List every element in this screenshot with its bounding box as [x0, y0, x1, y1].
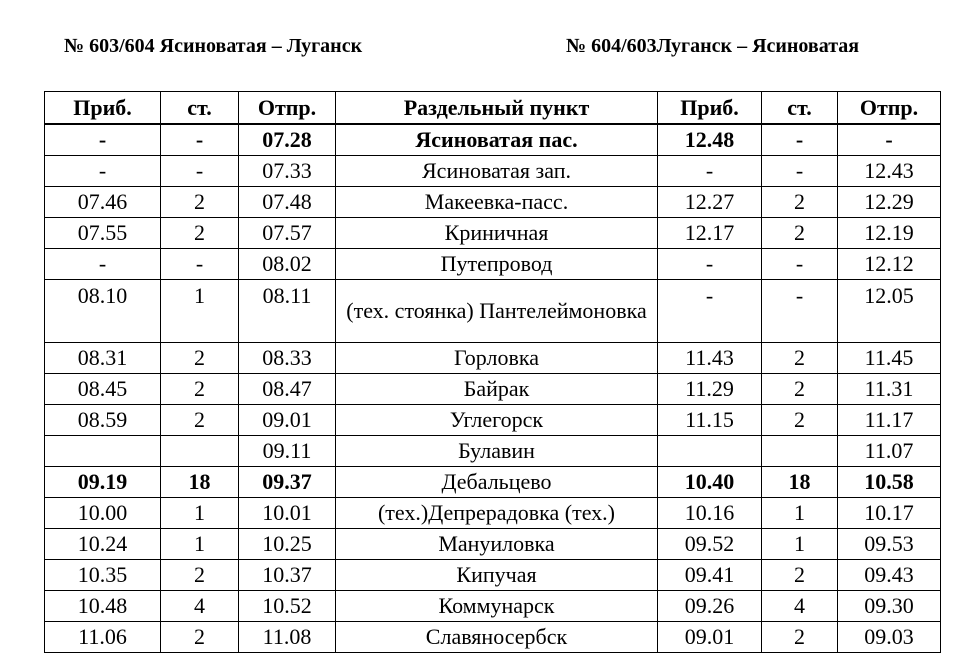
cell-arrival-forward: 10.00 — [45, 498, 161, 529]
schedule-table — [44, 91, 941, 653]
cell-departure-return: 12.12 — [838, 249, 941, 280]
table-row — [45, 467, 941, 498]
cell-arrival-forward: 07.55 — [45, 218, 161, 249]
cell-departure-return: - — [838, 124, 941, 156]
cell-track-return: - — [762, 124, 838, 156]
table-row — [45, 405, 941, 436]
cell-track-return: - — [762, 280, 838, 343]
cell-departure-forward: 10.01 — [239, 498, 336, 529]
cell-arrival-return: 09.41 — [658, 560, 762, 591]
cell-arrival-forward — [45, 436, 161, 467]
cell-departure-forward: 07.57 — [239, 218, 336, 249]
table-row — [45, 124, 941, 156]
cell-arrival-return: 10.16 — [658, 498, 762, 529]
cell-arrival-forward: 10.24 — [45, 529, 161, 560]
cell-track-forward: 4 — [161, 591, 239, 622]
cell-station: Кипучая — [336, 560, 658, 591]
cell-track-forward: - — [161, 156, 239, 187]
cell-departure-return: 11.07 — [838, 436, 941, 467]
header-arrival-return: Приб. — [658, 92, 762, 125]
schedule-body — [45, 124, 941, 653]
cell-arrival-return: - — [658, 156, 762, 187]
cell-arrival-forward: 08.59 — [45, 405, 161, 436]
cell-track-forward: 2 — [161, 218, 239, 249]
header-departure-forward: Отпр. — [239, 92, 336, 125]
cell-track-forward: 2 — [161, 560, 239, 591]
table-row — [45, 187, 941, 218]
cell-departure-forward: 10.37 — [239, 560, 336, 591]
cell-station: (тех. стоянка) Пантелеймоновка — [336, 280, 658, 343]
cell-departure-return: 10.58 — [838, 467, 941, 498]
table-row — [45, 218, 941, 249]
cell-arrival-forward: 08.10 — [45, 280, 161, 343]
cell-track-return: - — [762, 156, 838, 187]
cell-arrival-return: 09.52 — [658, 529, 762, 560]
header-row — [45, 92, 941, 125]
cell-arrival-return: 11.15 — [658, 405, 762, 436]
cell-track-forward: 2 — [161, 187, 239, 218]
cell-arrival-return: 09.26 — [658, 591, 762, 622]
cell-station: Макеевка-пасс. — [336, 187, 658, 218]
cell-arrival-return: 11.43 — [658, 343, 762, 374]
cell-station: Углегорск — [336, 405, 658, 436]
cell-arrival-return: 10.40 — [658, 467, 762, 498]
cell-departure-forward: 08.47 — [239, 374, 336, 405]
cell-departure-forward: 09.01 — [239, 405, 336, 436]
cell-departure-forward: 10.52 — [239, 591, 336, 622]
cell-track-forward — [161, 436, 239, 467]
table-row — [45, 343, 941, 374]
cell-departure-return: 12.43 — [838, 156, 941, 187]
header-departure-return: Отпр. — [838, 92, 941, 125]
table-row — [45, 374, 941, 405]
cell-departure-return: 10.17 — [838, 498, 941, 529]
cell-departure-return: 09.03 — [838, 622, 941, 653]
cell-departure-return: 12.29 — [838, 187, 941, 218]
cell-departure-return: 12.05 — [838, 280, 941, 343]
cell-arrival-return: 12.17 — [658, 218, 762, 249]
cell-departure-return: 09.30 — [838, 591, 941, 622]
cell-arrival-return: 09.01 — [658, 622, 762, 653]
cell-arrival-forward: 10.48 — [45, 591, 161, 622]
cell-arrival-return — [658, 436, 762, 467]
header-track-return: ст. — [762, 92, 838, 125]
cell-track-return: 2 — [762, 187, 838, 218]
cell-track-forward: 18 — [161, 467, 239, 498]
cell-track-forward: 2 — [161, 374, 239, 405]
cell-arrival-forward: - — [45, 249, 161, 280]
cell-arrival-forward: 08.31 — [45, 343, 161, 374]
cell-departure-return: 09.43 — [838, 560, 941, 591]
cell-track-return: 1 — [762, 498, 838, 529]
cell-departure-forward: 10.25 — [239, 529, 336, 560]
table-row — [45, 436, 941, 467]
cell-arrival-forward: 10.35 — [45, 560, 161, 591]
cell-arrival-return: 12.27 — [658, 187, 762, 218]
cell-station: Ясиноватая зап. — [336, 156, 658, 187]
cell-arrival-forward: 09.19 — [45, 467, 161, 498]
route-title-forward: № 603/604 Ясиноватая – Луганск — [64, 35, 363, 57]
cell-track-return: 2 — [762, 343, 838, 374]
cell-arrival-forward: 08.45 — [45, 374, 161, 405]
cell-arrival-forward: 07.46 — [45, 187, 161, 218]
cell-track-return: 2 — [762, 560, 838, 591]
cell-departure-forward: 07.33 — [239, 156, 336, 187]
cell-station: Ясиноватая пас. — [336, 124, 658, 156]
header-station: Раздельный пункт — [336, 92, 658, 125]
cell-track-forward: - — [161, 249, 239, 280]
cell-station: Горловка — [336, 343, 658, 374]
cell-track-forward: 2 — [161, 405, 239, 436]
cell-departure-forward: 08.11 — [239, 280, 336, 343]
cell-departure-forward: 08.02 — [239, 249, 336, 280]
cell-station: Путепровод — [336, 249, 658, 280]
cell-station: Дебальцево — [336, 467, 658, 498]
cell-departure-forward: 08.33 — [239, 343, 336, 374]
cell-track-forward: 1 — [161, 529, 239, 560]
table-row — [45, 280, 941, 343]
cell-track-forward: 1 — [161, 280, 239, 343]
cell-departure-forward: 09.37 — [239, 467, 336, 498]
cell-arrival-forward: - — [45, 156, 161, 187]
cell-departure-return: 11.17 — [838, 405, 941, 436]
cell-arrival-forward: - — [45, 124, 161, 156]
table-row — [45, 560, 941, 591]
cell-track-return: - — [762, 249, 838, 280]
cell-arrival-return: 11.29 — [658, 374, 762, 405]
cell-arrival-forward: 11.06 — [45, 622, 161, 653]
cell-track-forward: - — [161, 124, 239, 156]
cell-track-return: 2 — [762, 218, 838, 249]
cell-track-return: 1 — [762, 529, 838, 560]
cell-track-return: 4 — [762, 591, 838, 622]
table-row — [45, 156, 941, 187]
cell-track-return: 2 — [762, 405, 838, 436]
cell-track-return — [762, 436, 838, 467]
route-title-return: № 604/603Луганск – Ясиноватая — [566, 35, 860, 57]
cell-departure-forward: 07.48 — [239, 187, 336, 218]
table-row — [45, 498, 941, 529]
header-arrival-forward: Приб. — [45, 92, 161, 125]
cell-track-return: 18 — [762, 467, 838, 498]
cell-station: Булавин — [336, 436, 658, 467]
cell-station: Коммунарск — [336, 591, 658, 622]
cell-arrival-return: 12.48 — [658, 124, 762, 156]
cell-track-forward: 2 — [161, 343, 239, 374]
table-row — [45, 529, 941, 560]
cell-departure-forward: 07.28 — [239, 124, 336, 156]
cell-departure-return: 11.31 — [838, 374, 941, 405]
cell-track-forward: 1 — [161, 498, 239, 529]
cell-departure-return: 12.19 — [838, 218, 941, 249]
cell-station: Байрак — [336, 374, 658, 405]
table-row — [45, 249, 941, 280]
cell-arrival-return: - — [658, 280, 762, 343]
cell-track-return: 2 — [762, 374, 838, 405]
cell-station: Криничная — [336, 218, 658, 249]
cell-track-forward: 2 — [161, 622, 239, 653]
cell-station: (тех.)Депрерадовка (тех.) — [336, 498, 658, 529]
cell-departure-forward: 09.11 — [239, 436, 336, 467]
cell-departure-return: 11.45 — [838, 343, 941, 374]
header-track-forward: ст. — [161, 92, 239, 125]
cell-arrival-return: - — [658, 249, 762, 280]
table-row — [45, 591, 941, 622]
cell-station: Мануиловка — [336, 529, 658, 560]
cell-track-return: 2 — [762, 622, 838, 653]
cell-departure-return: 09.53 — [838, 529, 941, 560]
cell-station: Славяносербск — [336, 622, 658, 653]
table-row — [45, 622, 941, 653]
cell-departure-forward: 11.08 — [239, 622, 336, 653]
